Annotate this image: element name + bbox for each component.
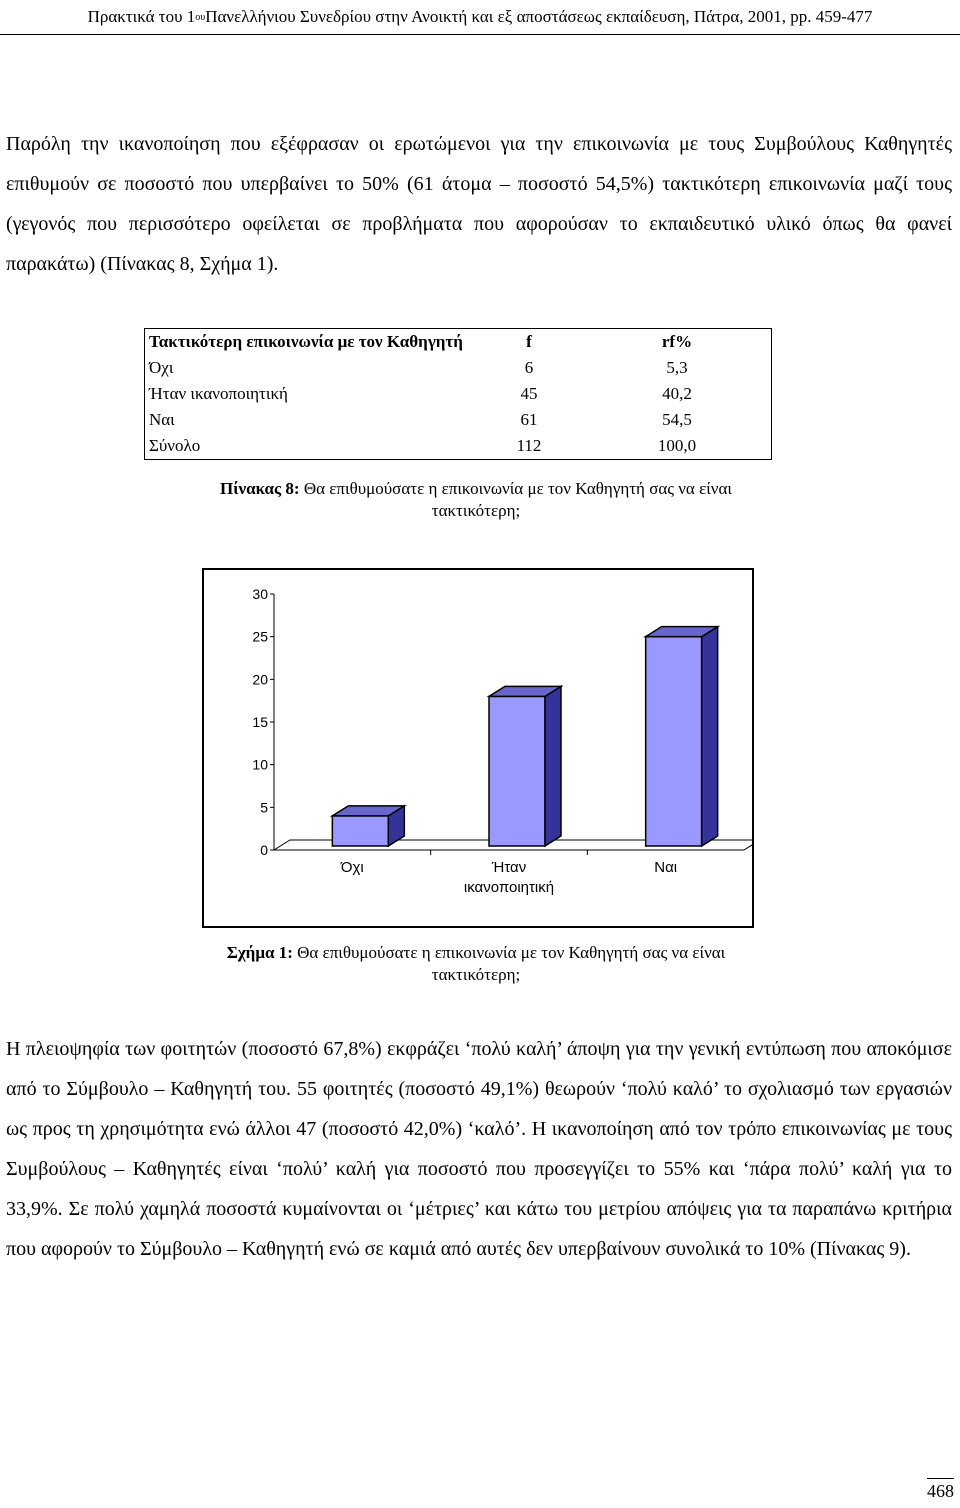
y-tick-label: 5 <box>260 799 268 816</box>
table-header-f: f <box>526 332 532 351</box>
header-superscript: ου <box>195 11 206 23</box>
x-category-label: Ναι <box>654 859 678 876</box>
table-header-rf: rf% <box>661 332 693 351</box>
table-cell-rf: 100,0 <box>657 436 697 455</box>
y-tick-label: 20 <box>252 671 268 688</box>
frequency-table <box>144 328 772 460</box>
table-cell-label: Όχι <box>149 358 174 377</box>
table-caption-label: Πίνακας 8: <box>220 479 300 498</box>
y-tick-label: 25 <box>252 628 268 645</box>
table-cell-label: Ναι <box>149 410 175 429</box>
table-cell-rf: 54,5 <box>662 410 692 429</box>
body-paragraph-2: Η πλειοψηφία των φοιτητών (ποσοστό 67,8%) εκφράζει ‘πολύ καλή’ άποψη για την γενική εντύπωση που αποκόμισε από το Σύμβουλο – Καθηγητή του. 55 φοιτητές (ποσοστό 49,1%) θεωρούν ‘πολύ καλό’ το σχολιασμό των εργασιών ως προς τη χρησιμότητα ενώ άλλοι 47 (ποσοστό 42,0%) ‘καλό’. Η ικανοποίηση από τον τρόπο επικοινωνίας με τους Συμβούλους – Καθηγητές είναι ‘πολύ’ καλή για ποσοστό που προσεγγίζει το 55% και ‘πάρα πολύ’ καλή για το 33,9%. Σε πολύ χαμηλά ποσοστά κυμαίνονται οι ‘μέτριες’ και κάτω του μετρίου απόψεις για τα παραπάνω κριτήρια που αφορούν το Σύμβουλο – Καθηγητή ενώ σε καμιά από αυτές δεν υπερβαίνουν συνολικά το 10% (Πίνακας 9). <box>6 1038 952 1260</box>
bar-side <box>702 627 718 846</box>
table-header-question: Τακτικότερη επικοινωνία με τον Καθηγητή <box>149 332 463 351</box>
table-caption-text: Θα επιθυμούσατε η επικοινωνία με τον Καθηγητή σας να είναι τακτικότερη; <box>299 479 732 520</box>
table-caption <box>200 478 752 522</box>
table-cell-label: Ήταν ικανοποιητική <box>149 384 288 403</box>
table-cell-f: 61 <box>520 410 538 429</box>
table-row <box>145 381 772 407</box>
x-category-label: Ήταν ικανοποιητική <box>463 859 555 896</box>
bar-side <box>545 686 561 846</box>
figure-caption-text: Θα επιθυμούσατε η επικοινωνία με τον Καθηγητή σας να είναι τακτικότερη; <box>292 943 726 984</box>
header-suffix: Πανελλήνιου Συνεδρίου στην Ανοικτή και εξ αποστάσεως εκπαίδευση, Πάτρα, 2001, pp. 459-477 <box>205 7 873 26</box>
figure-caption <box>200 942 752 986</box>
y-tick-label: 30 <box>252 586 268 602</box>
table-row <box>145 355 772 381</box>
page-number: 468 <box>927 1478 954 1502</box>
y-tick-label: 15 <box>252 714 268 730</box>
figure-caption-label: Σχήμα 1: <box>226 943 293 962</box>
header-prefix: Πρακτικά του 1 <box>87 7 196 26</box>
bar-front <box>646 637 702 846</box>
y-tick-label: 10 <box>252 756 268 773</box>
running-header <box>0 0 960 35</box>
bar-front <box>489 696 545 846</box>
table-cell-f: 6 <box>524 358 534 377</box>
table-header-row <box>145 329 772 356</box>
bar-chart <box>202 568 754 928</box>
y-tick-label: 0 <box>260 842 268 858</box>
table-cell-rf: 40,2 <box>662 384 692 403</box>
table-row <box>145 433 772 460</box>
bar-front <box>332 816 388 846</box>
table-cell-rf: 5,3 <box>666 358 688 377</box>
table-cell-label: Σύνολο <box>149 436 201 455</box>
x-category-label: Όχι <box>340 859 364 876</box>
table-cell-f: 45 <box>520 384 538 403</box>
bar-chart-svg <box>204 570 752 926</box>
table-cell-f: 112 <box>516 436 542 455</box>
body-paragraph-1: Παρόλη την ικανοποίηση που εξέφρασαν οι ερωτώμενοι για την επικοινωνία με τους Συμβούλους Καθηγητές επιθυμούν σε ποσοστό που υπερβαίνει το 50% (61 άτομα – ποσοστό 54,5%) τακτικότερη επικοινωνία μαζί τους (γεγονός που περισσότερο οφείλεται σε προβλήματα που αφορούσαν το εκπαιδευτικό υλικό όπως θα φανεί παρακάτω) (Πίνακας 8, Σχήμα 1). <box>6 133 952 275</box>
table-row <box>145 407 772 433</box>
